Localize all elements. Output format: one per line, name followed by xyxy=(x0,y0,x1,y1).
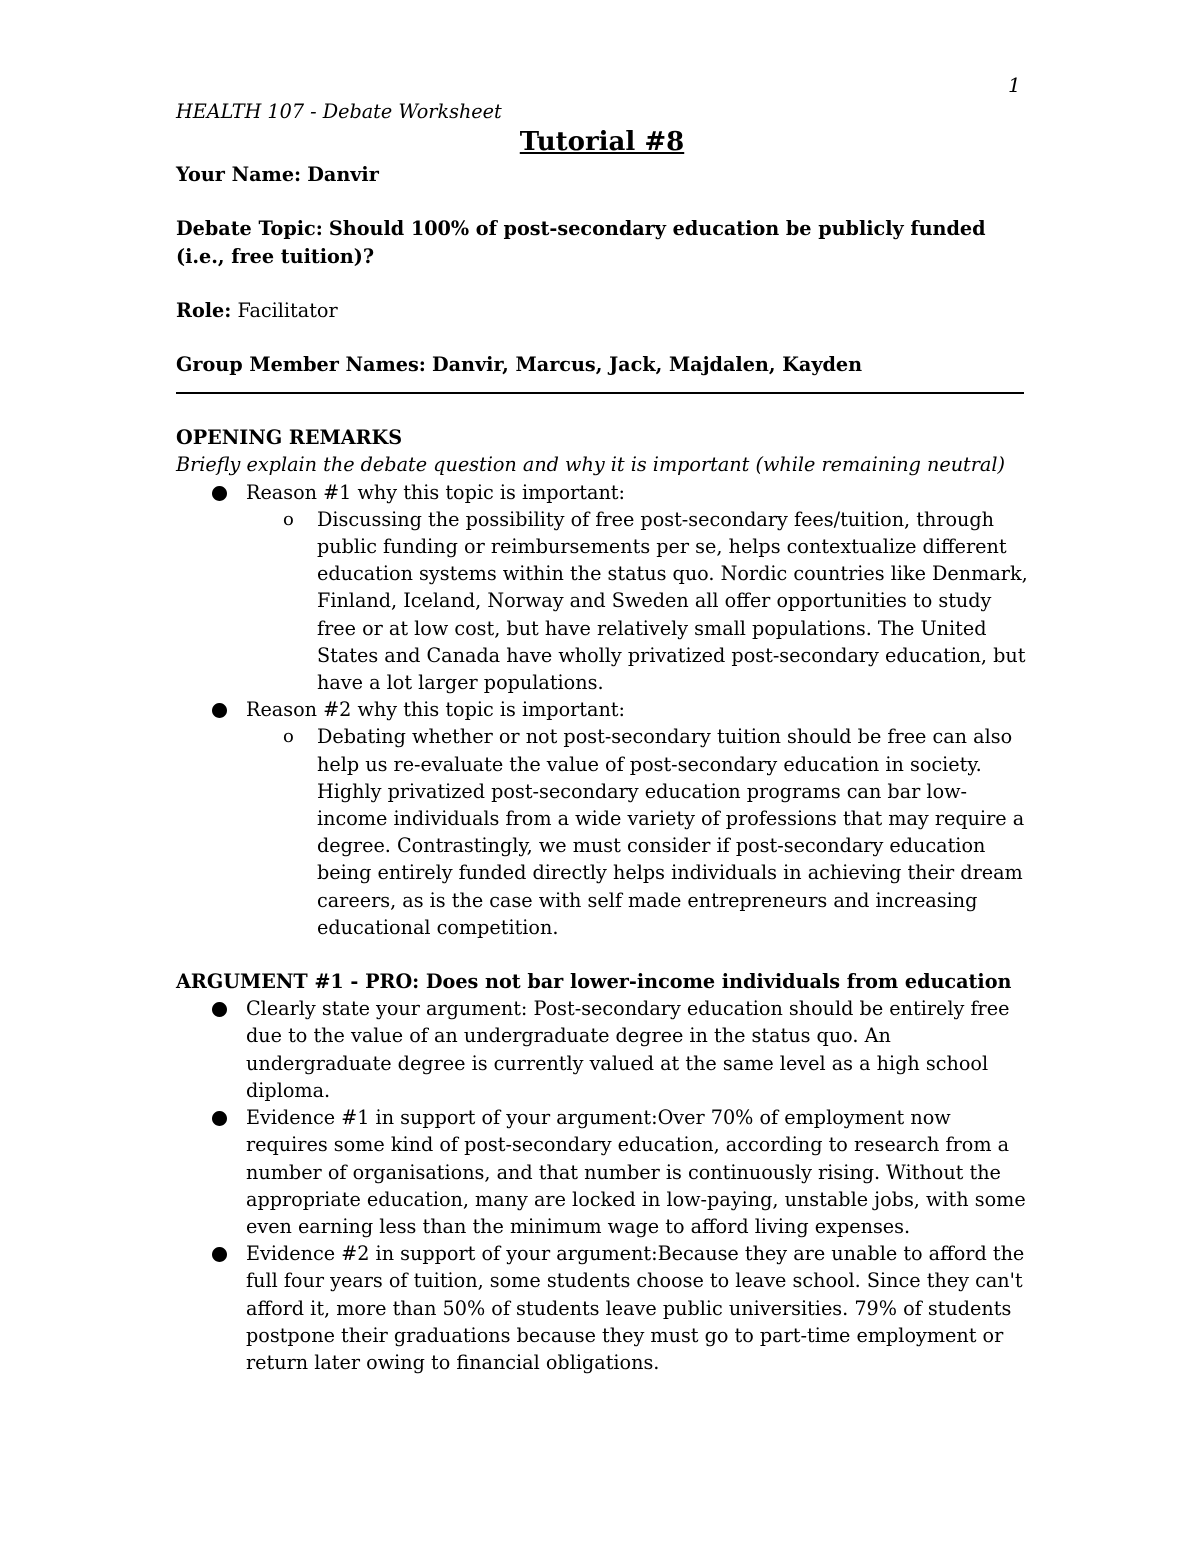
list-item xyxy=(246,995,1028,1104)
sub-bullet-icon: o xyxy=(283,508,294,530)
reason1-detail: Discussing the possibility of free post-secondary fees/tuition, through public funding or reimbursements per se, helps contextualize different education systems within the status quo. Nordic countries like Denmark, Finland, Iceland, Norway and Sweden all offer opportunities to study free or at low cost, but have relatively small populations. The United States and Canada have wholly privatized post-secondary education, but have a lot larger populations. xyxy=(317,507,1028,695)
bullet-icon xyxy=(212,703,227,718)
name-label: Your Name: xyxy=(176,163,302,187)
name-value: Danvir xyxy=(307,163,379,187)
group-value: Danvir, Marcus, Jack, Majdalen, Kayden xyxy=(431,353,863,377)
list-item xyxy=(246,1104,1028,1240)
argument1-evidence-2: Evidence #2 in support of your argument:Because they are unable to afford the full four years of tuition, some students choose to leave school. Since they can't afford it, more than 50% of students leave public universities. 79% of students postpone their graduations because they must go to part-time employment or return later owing to financial obligations. xyxy=(246,1242,1025,1374)
topic-label: Debate Topic: xyxy=(176,217,323,241)
argument1-heading: ARGUMENT #1 - PRO: Does not bar lower-income individuals from education xyxy=(176,970,1012,994)
divider xyxy=(176,392,1024,394)
spacer xyxy=(176,270,1028,297)
role-value: Facilitator xyxy=(237,298,338,322)
bullet-icon xyxy=(212,1247,227,1262)
name-field xyxy=(176,161,1028,188)
list-item xyxy=(246,1240,1028,1376)
bullet-icon xyxy=(212,486,227,501)
list-item xyxy=(283,506,1028,696)
course-line: HEALTH 107 - Debate Worksheet xyxy=(176,100,502,123)
argument1-list xyxy=(176,995,1028,1376)
page-title: Tutorial #8 xyxy=(519,127,685,158)
worksheet-body xyxy=(176,98,1028,1376)
list-item xyxy=(246,479,1028,697)
page-number: 1 xyxy=(1008,73,1021,97)
spacer xyxy=(176,188,1028,215)
role-label: Role: xyxy=(176,298,232,322)
topic-field xyxy=(176,215,1028,269)
spacer xyxy=(176,324,1028,351)
reason2-sublist xyxy=(246,723,1028,941)
bullet-icon xyxy=(212,1002,227,1017)
argument1-statement: Clearly state your argument: Post-secondary education should be entirely free due to the value of an undergraduate degree in the status quo. An undergraduate degree is currently valued at the same level as a high school diploma. xyxy=(246,997,1010,1102)
sub-bullet-icon: o xyxy=(283,726,294,748)
opening-list xyxy=(176,479,1028,941)
list-item xyxy=(246,696,1028,941)
reason1-label: Reason #1 why this topic is important: xyxy=(246,480,625,504)
argument1-evidence-1: Evidence #1 in support of your argument:Over 70% of employment now requires some kind of post-secondary education, according to research from a number of organisations, and that number is continuously rising. Without the appropriate education, many are locked in low-paying, unstable jobs, with some even earning less than the minimum wage to afford living expenses. xyxy=(246,1106,1026,1238)
group-label: Group Member Names: xyxy=(176,353,426,377)
role-field xyxy=(176,297,1028,324)
opening-heading: OPENING REMARKS xyxy=(176,426,403,450)
spacer xyxy=(176,941,1028,968)
reason2-label: Reason #2 why this topic is important: xyxy=(246,698,625,722)
reason2-detail: Debating whether or not post-secondary tuition should be free can also help us re-evaluate the value of post-secondary education in society. Highly privatized post-secondary education programs can bar low-income individuals from a wide variety of professions that may require a degree. Contrastingly, we must consider if post-secondary education being entirely funded directly helps individuals in achieving their dream careers, as is the case with self made entrepreneurs and increasing educational competition. xyxy=(317,725,1025,939)
bullet-icon xyxy=(212,1111,227,1126)
group-field xyxy=(176,351,1028,378)
opening-subheading: Briefly explain the debate question and why it is important (while remaining neutral) xyxy=(176,453,1005,477)
reason1-sublist xyxy=(246,506,1028,696)
topic-value: Should 100% of post-secondary education be publicly funded (i.e., free tuition)? xyxy=(176,217,986,268)
list-item xyxy=(283,723,1028,941)
